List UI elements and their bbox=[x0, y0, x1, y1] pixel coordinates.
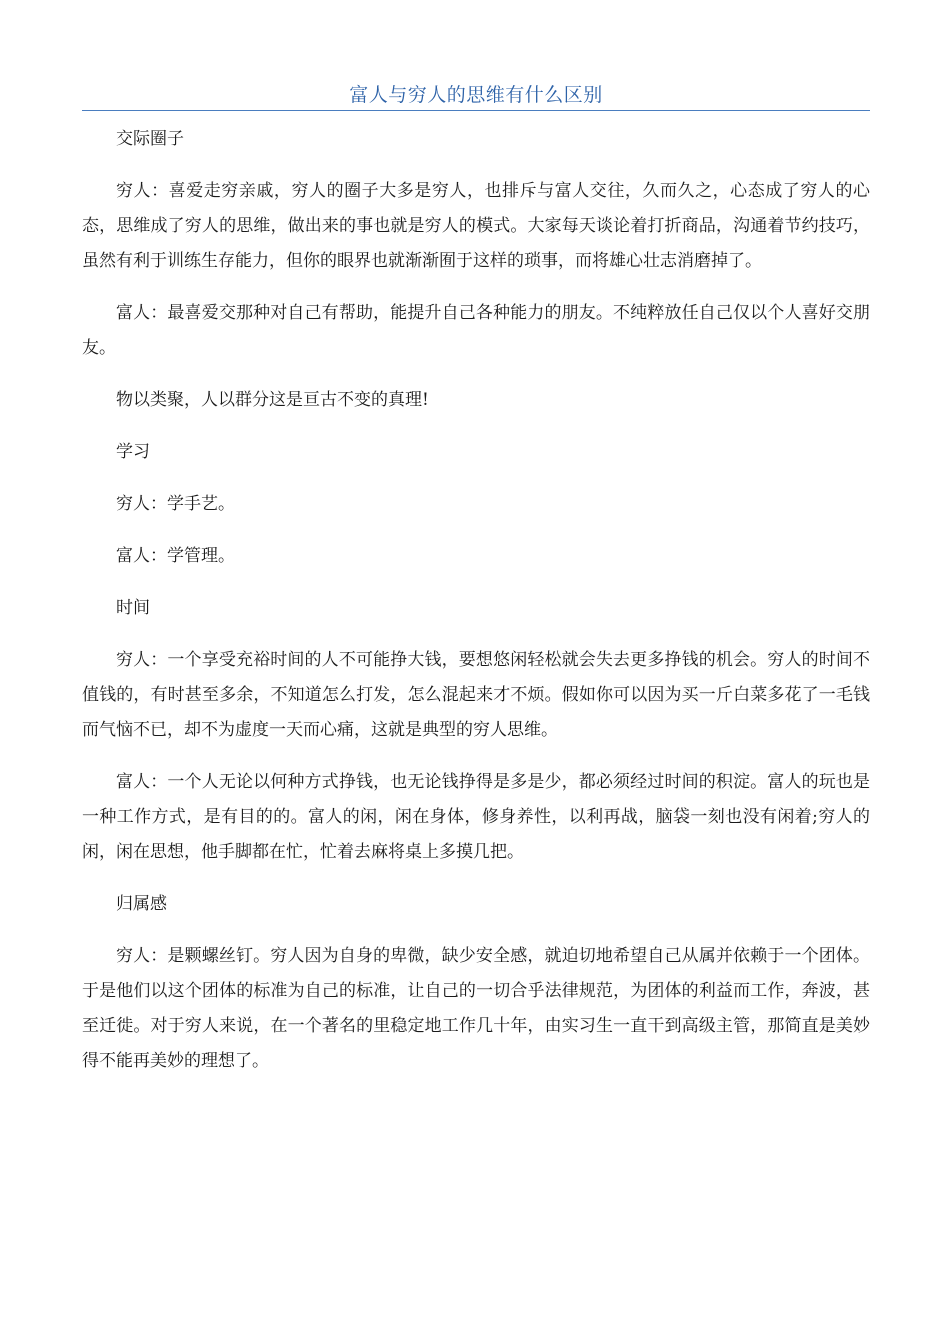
section-heading-belonging: 归属感 bbox=[116, 894, 167, 914]
document-title: 富人与穷人的思维有什么区别 bbox=[349, 84, 603, 106]
document-body bbox=[82, 122, 870, 1079]
paragraph-proverb: 物以类聚，人以群分这是亘古不变的真理! bbox=[116, 390, 429, 410]
section-heading-learning: 学习 bbox=[116, 442, 150, 462]
section-heading-social-circle: 交际圈子 bbox=[116, 129, 184, 149]
paragraph-rich-time: 富人：一个人无论以何种方式挣钱，也无论钱挣得是多是少，都必须经过时间的积淀。富人的玩也是一种工作方式，是有目的的。富人的闲，闲在身体，修身养性，以利再战，脑袋一刻也没有闲着;穷人的闲，闲在思想，他手脚都在忙，忙着去麻将桌上多摸几把。 bbox=[82, 772, 870, 862]
paragraph-poor-belonging: 穷人：是颗螺丝钉。穷人因为自身的卑微，缺少安全感，就迫切地希望自己从属并依赖于一个团体。于是他们以这个团体的标准为自己的标准，让自己的一切合乎法律规范，为团体的利益而工作，奔波，甚至迁徙。对于穷人来说，在一个著名的里稳定地工作几十年，由实习生一直干到高级主管，那简直是美妙得不能再美妙的理想了。 bbox=[82, 946, 870, 1071]
paragraph-poor-time: 穷人：一个享受充裕时间的人不可能挣大钱，要想悠闲轻松就会失去更多挣钱的机会。穷人的时间不值钱的，有时甚至多余，不知道怎么打发，怎么混起来才不烦。假如你可以因为买一斤白菜多花了一毛钱而气恼不已，却不为虚度一天而心痛，这就是典型的穷人思维。 bbox=[82, 650, 870, 740]
paragraph-poor-social: 穷人：喜爱走穷亲戚，穷人的圈子大多是穷人，也排斥与富人交往，久而久之，心态成了穷人的心态，思维成了穷人的思维，做出来的事也就是穷人的模式。大家每天谈论着打折商品，沟通着节约技巧，虽然有利于训练生存能力，但你的眼界也就渐渐囿于这样的琐事，而将雄心壮志消磨掉了。 bbox=[82, 181, 870, 271]
paragraph-rich-social: 富人：最喜爱交那种对自己有帮助，能提升自己各种能力的朋友。不纯粹放任自己仅以个人喜好交朋友。 bbox=[82, 303, 870, 358]
paragraph-poor-learning: 穷人：学手艺。 bbox=[116, 494, 235, 514]
paragraph-rich-learning: 富人：学管理。 bbox=[116, 546, 235, 566]
section-heading-time: 时间 bbox=[116, 598, 150, 618]
page-header bbox=[82, 80, 870, 111]
